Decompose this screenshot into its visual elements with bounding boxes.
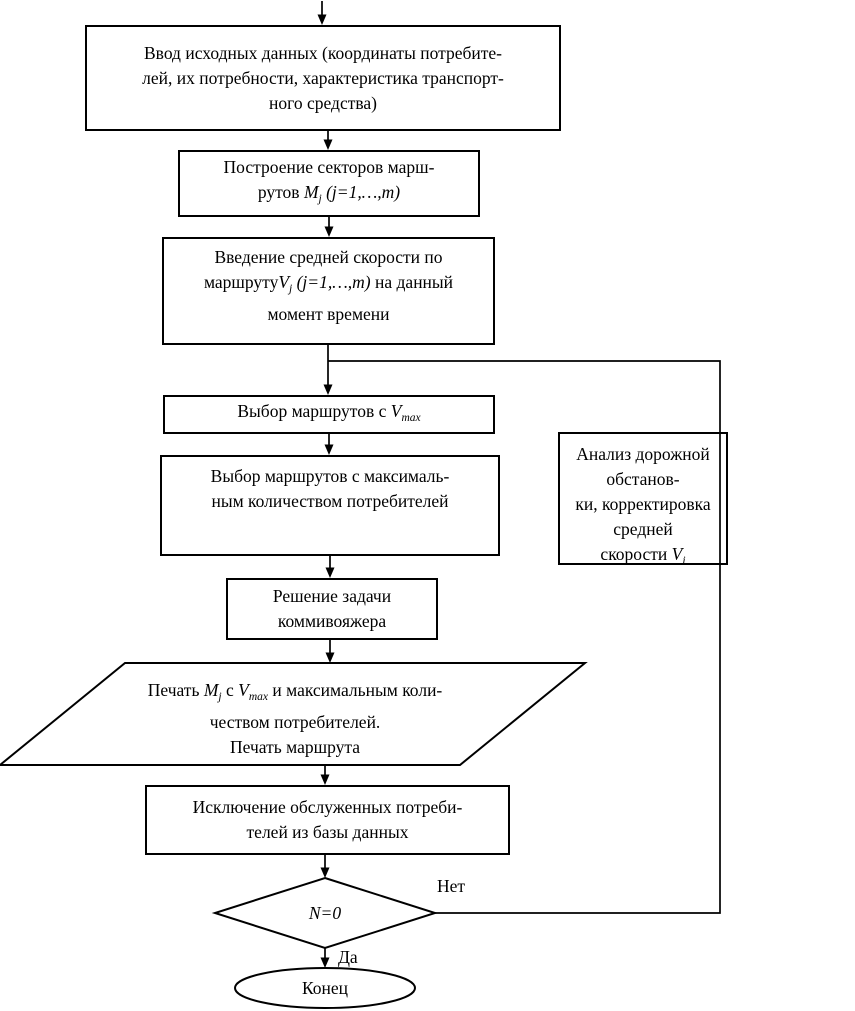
arrow-start <box>318 1 327 25</box>
node-text-line: скорости $V_i$ <box>600 544 686 567</box>
edge-label-yes: Да <box>338 947 358 967</box>
node-text-line: Построение секторов марш- <box>223 157 435 177</box>
arrow-input-to-sectors <box>324 131 333 150</box>
node-decision-n-equals-0: N=0 <box>308 903 342 923</box>
node-text-line: чеством потребителей. <box>209 712 381 732</box>
arrow-decision-to-end <box>321 948 330 968</box>
node-text-line: Решение задачи <box>272 586 392 606</box>
node-text-line: Печать $M_j$ с $V_{max}$ и максимальным коли- <box>147 680 443 703</box>
node-text-line: Выбор маршрутов с максималь- <box>210 466 450 486</box>
node-text-line: Ввод исходных данных (координаты потребите- <box>144 42 502 63</box>
node-text-line: Печать маршрута <box>230 737 360 757</box>
arrow-tsp-to-print <box>326 640 335 663</box>
node-text-line: ки, корректировка средней <box>575 494 711 539</box>
node-end: Конец <box>301 978 349 998</box>
node-text-line: Выбор маршрутов с $V_{max}$ <box>237 400 421 424</box>
node-text-line: Исключение обслуженных потреби- <box>192 797 463 817</box>
arrow-speed-to-select-vmax <box>324 345 333 395</box>
node-road-analysis <box>558 432 728 565</box>
node-text-line: момент времени <box>267 304 390 324</box>
edge-label-no: Нет <box>437 876 466 896</box>
node-travelling-salesman <box>226 578 438 640</box>
arrow-sectors-to-speed <box>325 217 334 237</box>
arrow-vmax-to-maxconsumers <box>325 434 334 455</box>
arrow-print-to-exclude <box>321 765 330 785</box>
arrow-exclude-to-decision <box>321 855 330 878</box>
arrow-maxconsumers-to-tsp <box>326 556 335 578</box>
node-text-line: рутов $M_j$ (j=1,…,m) <box>257 182 401 205</box>
node-print-output <box>75 678 515 760</box>
node-input-data <box>85 25 561 131</box>
node-text-line: Введение средней скорости по <box>214 247 443 267</box>
node-exclude-served-consumers <box>145 785 510 855</box>
node-select-routes-max-consumers <box>160 455 500 556</box>
node-enter-average-speed <box>162 237 495 345</box>
node-text-line: Анализ дорожной обстанов- <box>576 444 710 489</box>
node-text-line: коммивояжера <box>277 611 387 631</box>
node-text-line: маршрутуV$_j$ (j=1,…,m) на данный <box>203 272 454 295</box>
node-text-line: телей из базы данных <box>246 822 409 842</box>
node-text-line: лей, их потребности, характеристика транспорт- <box>142 67 504 88</box>
node-text-line: ного средства) <box>269 92 377 113</box>
node-build-route-sectors <box>178 150 480 217</box>
node-text-line: ным количеством потребителей <box>211 491 449 511</box>
node-select-routes-vmax <box>163 395 495 434</box>
